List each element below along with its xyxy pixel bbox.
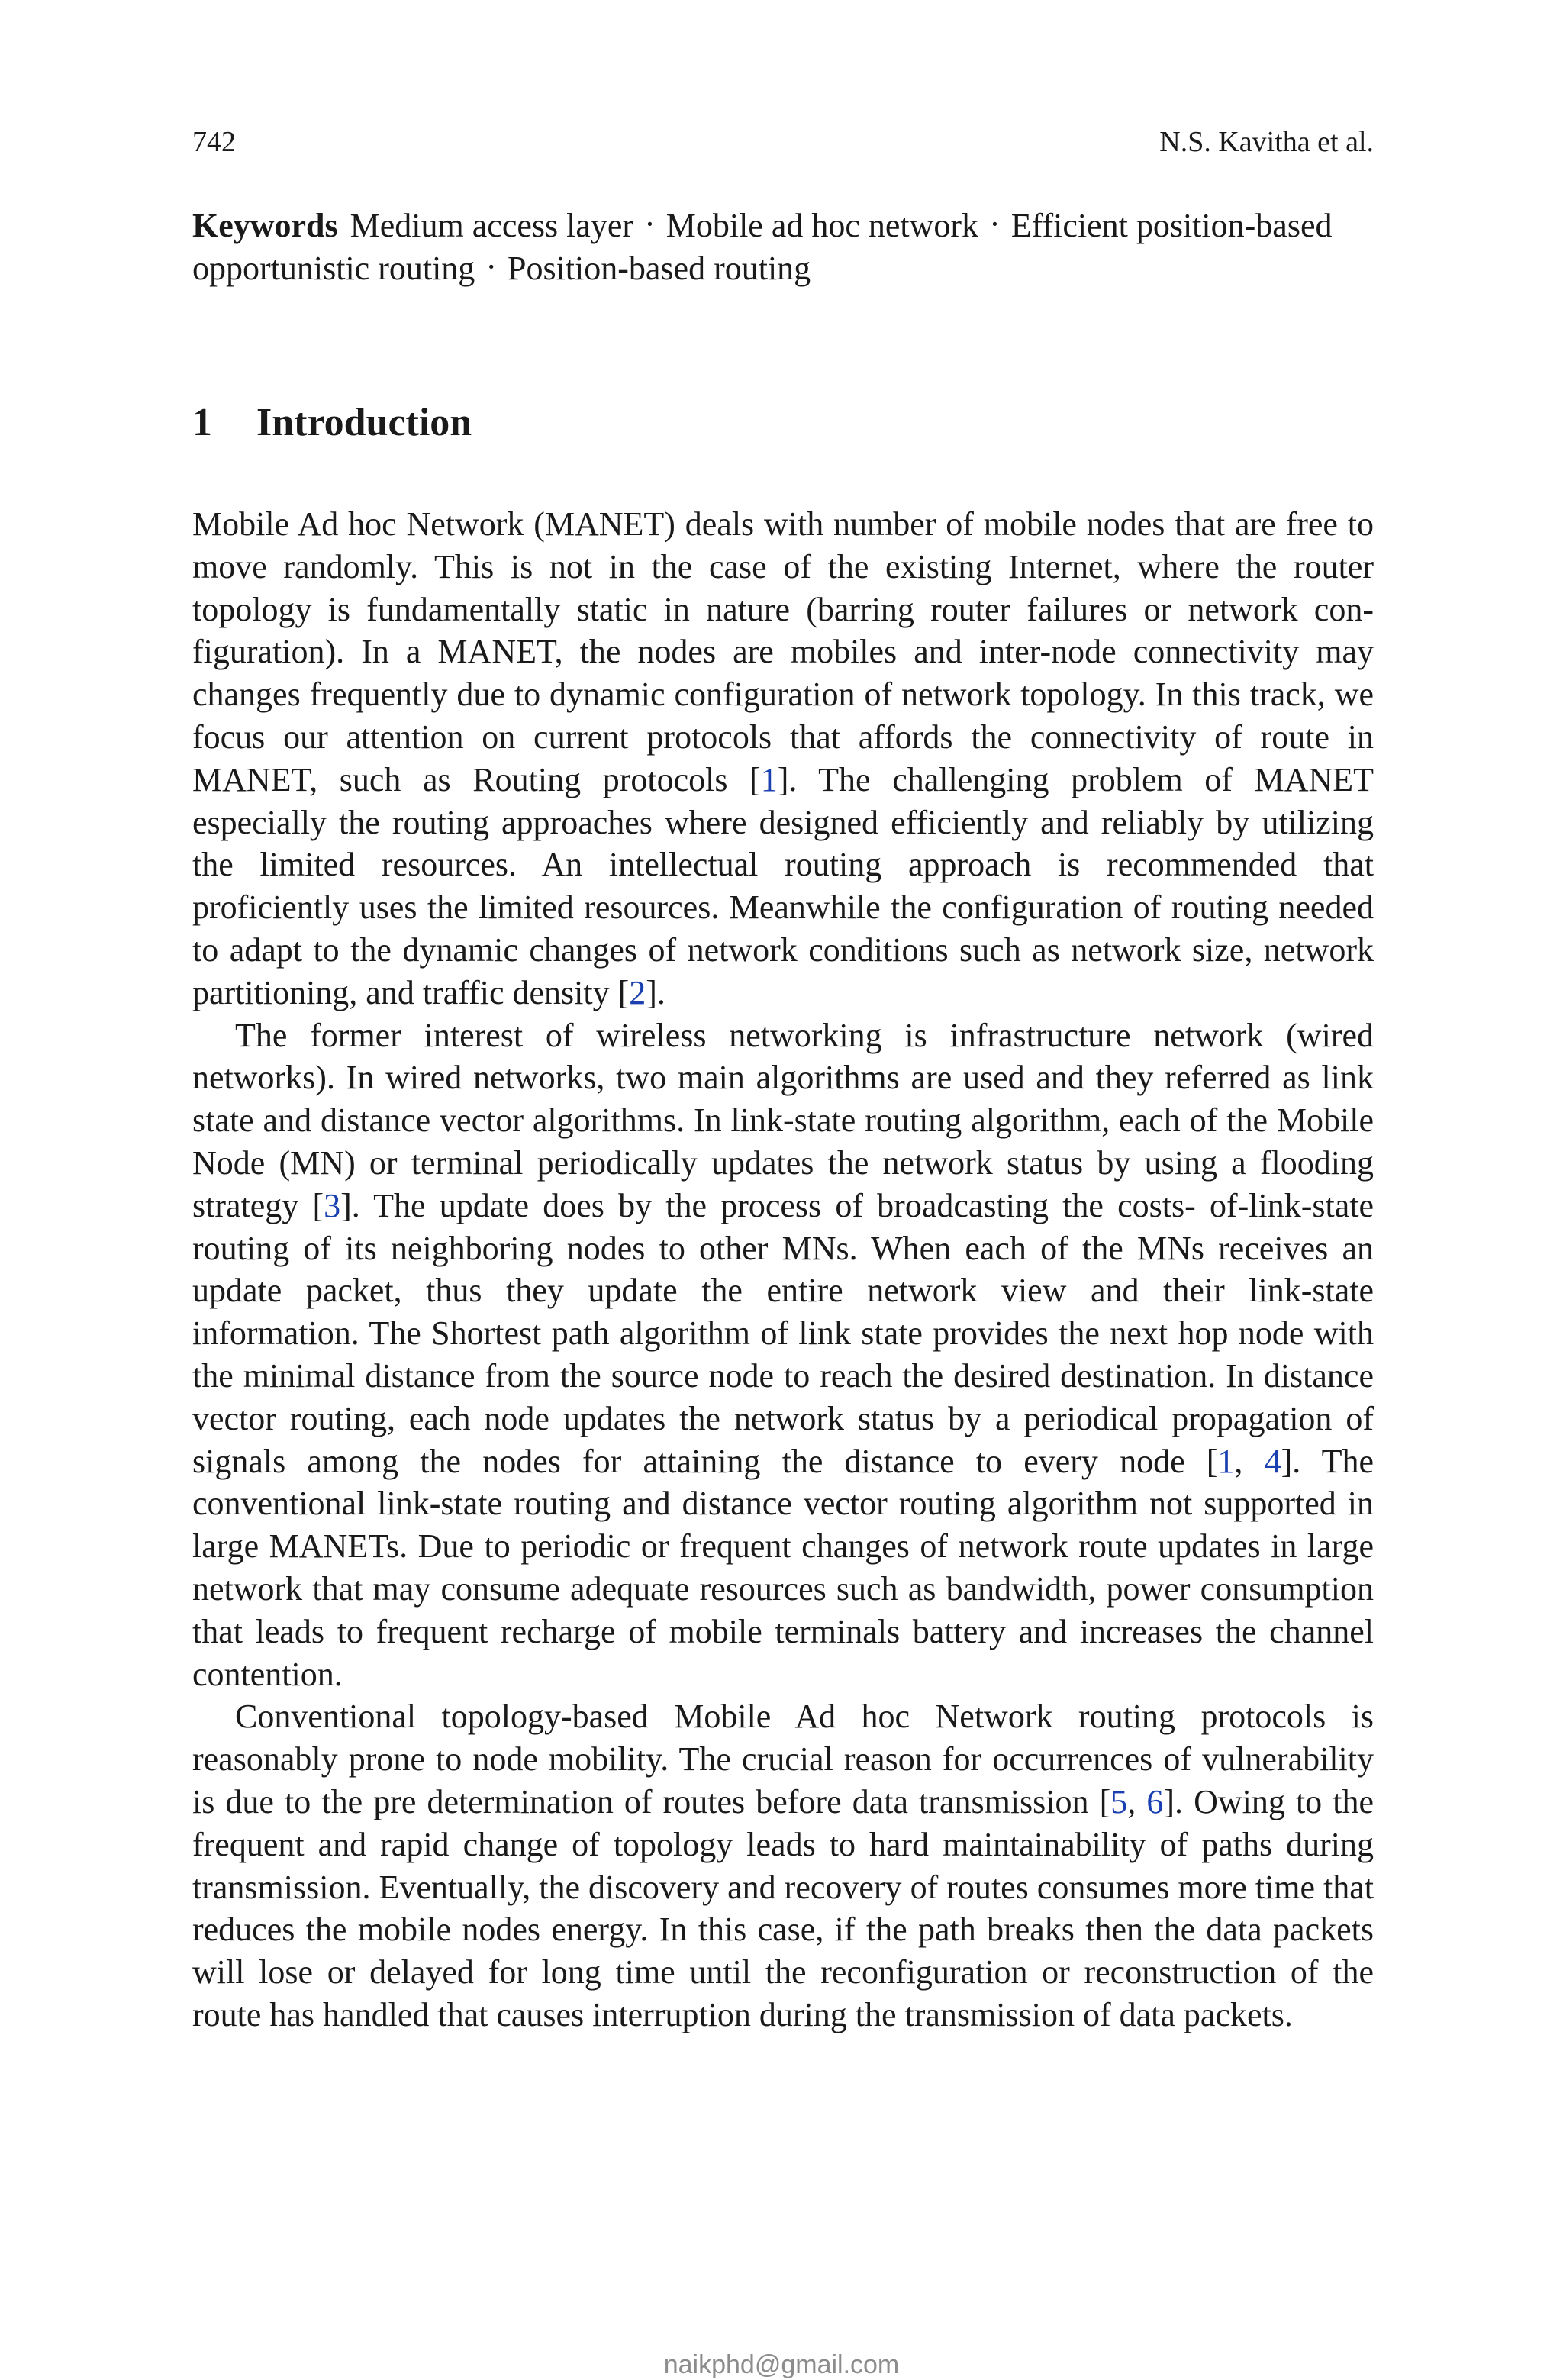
running-head-authors: N.S. Kavitha et al. (1159, 126, 1374, 158)
footer-email-watermark: naikphd@gmail.com (663, 2350, 900, 2379)
citation-link[interactable]: 6 (1146, 1782, 1164, 1820)
keywords-label: Keywords (192, 207, 338, 244)
citation-link[interactable]: 3 (324, 1186, 341, 1224)
body-text (192, 503, 1374, 2037)
paragraph (192, 503, 1374, 1014)
citation-link[interactable]: 2 (629, 973, 646, 1011)
citation-link[interactable]: 1 (1217, 1442, 1235, 1480)
citation-link[interactable]: 1 (760, 760, 778, 798)
keyword-separator: · (485, 248, 497, 285)
paragraph (192, 1014, 1374, 1696)
citation-link[interactable]: 4 (1264, 1442, 1281, 1480)
paragraph-text: Mobile Ad hoc Network (MANET) deals with number of mobile nodes that are free to move randomly. This is not in the case of the existing Internet, where the router topology is fundamentally static in nature (barring router failures or network configuration). In a MANET, the nodes are mobiles and inter-node connectivity may changes frequently due to dynamic configuration of network topology. In this track, we focus our attention on current protocols that affords the connectivity of route in MANET, such as Routing protocols [ (192, 505, 1374, 798)
paragraph-text: The former interest of wireless networking is infrastructure network (wired networks). In wired networks, two main algorithms are used and they referred as link state and distance vector algorithms. In link-state routing algorithm, each of the Mobile Node (MN) or terminal periodically updates the network status by using a flooding strategy [ (192, 1016, 1374, 1224)
paragraph-text: ]. The challenging problem of MANET especially the routing approaches where designed efficiently and reliably by utilizing the limited resources. An intellectual routing approach is recommended that proficiently uses the limited resources. Meanwhile the configuration of routing needed to adapt to the dynamic changes of network conditions such as network size, network partitioning, and traffic density [ (192, 760, 1374, 1011)
keyword-item: Mobile ad hoc network (665, 207, 979, 244)
keyword-separator: · (644, 205, 656, 243)
paragraph (192, 1695, 1374, 2036)
paragraph-text: ]. The update does by the process of broadcasting the costs- of-link-state routing of its neighboring nodes to other MNs. When each of the MNs receives an update packet, thus they update the entire network view and their link-state information. The Shortest path algorithm of link state provides the next hop node with the minimal distance from the source node to reach the desired destination. In distance vector routing, each node updates the network status by a periodical propagation of signals among the nodes for attaining the distance to every node [ (192, 1186, 1374, 1480)
page-number: 742 (192, 126, 236, 158)
citation-link[interactable]: 5 (1110, 1782, 1128, 1820)
paragraph-text: Conventional topology-based Mobile Ad hoc Network routing protocols is reasonably prone to node mobility. The crucial reason for occurrences of vulnerability is due to the pre determination of routes before data transmission [ (192, 1698, 1374, 1820)
keyword-item: Efficient position-based opportunistic routing (192, 207, 1333, 287)
keyword-item: Medium access layer (350, 207, 634, 244)
keyword-item: Position-based routing (507, 250, 811, 287)
paragraph-text: ]. (646, 973, 665, 1011)
running-head (192, 124, 1374, 160)
paragraph-text: ]. The conventional link-state routing and distance vector routing algorithm not supported in large MANETs. Due to periodic or frequent changes of network route updates in large network that may consume adequate resources such as bandwidth, power consumption that leads to frequent recharge of mobile terminals battery and increases the channel contention. (192, 1442, 1374, 1693)
keyword-separator: · (989, 205, 1001, 243)
paragraph-text: , (1127, 1782, 1147, 1820)
paragraph-text: , (1234, 1442, 1265, 1480)
section-number: 1 (192, 401, 212, 444)
section-title: Introduction (256, 401, 472, 444)
section-heading (192, 398, 1374, 447)
paragraph-text: ]. Owing to the frequent and rapid change of topology leads to hard maintainability of paths during transmission. Eventually, the discovery and recovery of routes consumes more time that reduces the mobile nodes energy. In this case, if the path breaks then the data packets will lose or delayed for long time until the reconfiguration or reconstruction of the route has handled that causes interruption during the transmission of data packets. (192, 1782, 1374, 2033)
keywords-block (192, 205, 1374, 290)
